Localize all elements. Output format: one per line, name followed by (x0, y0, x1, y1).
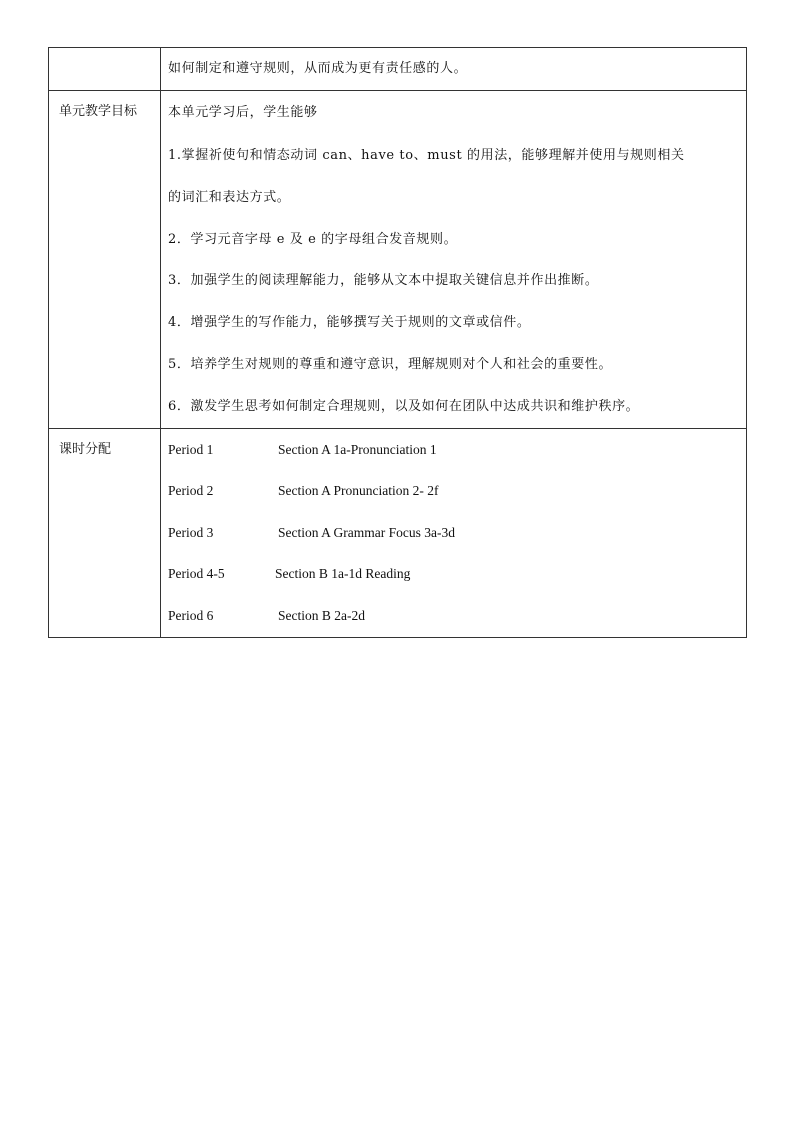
goal-line: 4．增强学生的写作能力，能够撰写关于规则的文章或信件。 (168, 315, 531, 331)
table-row-periods (49, 428, 747, 637)
row-label-empty (49, 48, 161, 91)
period-content: Section B 1a-1d Reading (275, 566, 411, 582)
period-item (168, 512, 738, 554)
lesson-plan-table (48, 47, 747, 638)
period-content: Section A Pronunciation 2- 2f (278, 483, 439, 499)
period-name: Period 3 (168, 524, 214, 540)
table-row-goals (49, 91, 747, 429)
period-item (168, 553, 738, 595)
goal-line: 本单元学习后，学生能够 (168, 105, 318, 120)
row-content-goals (161, 91, 747, 429)
row-label-periods: 课时分配 (49, 428, 161, 637)
goal-line: 6．激发学生思考如何制定合理规则，以及如何在团队中达成共识和维护秩序。 (168, 398, 640, 414)
table-row-intro (49, 48, 747, 91)
period-name: Period 1 (168, 441, 214, 457)
period-name: Period 4-5 (168, 566, 225, 582)
goal-line: 5．培养学生对规则的尊重和遵守意识，理解规则对个人和社会的重要性。 (168, 356, 613, 372)
row-content-periods (161, 428, 747, 637)
row-label-goals: 单元教学目标 (49, 91, 161, 429)
period-content: Section A Grammar Focus 3a-3d (278, 524, 455, 540)
goal-line: 的词汇和表达方式。 (168, 189, 291, 205)
period-item (168, 595, 738, 637)
row-content-intro (161, 48, 747, 91)
period-name: Period 2 (168, 483, 214, 499)
goal-line: 2．学习元音字母 e 及 e 的字母组合发音规则。 (168, 231, 458, 247)
period-item (168, 429, 738, 471)
goal-line: 1.掌握祈使句和情态动词 can、have to、must 的用法，能够理解并使用与规则相关 (168, 148, 685, 163)
period-content: Section A 1a-Pronunciation 1 (278, 441, 437, 457)
intro-text: 如何制定和遵守规则，从而成为更有责任感的人。 (168, 61, 468, 76)
period-item (168, 470, 738, 512)
period-name: Period 6 (168, 607, 214, 623)
period-content: Section B 2a-2d (278, 607, 365, 623)
goal-line: 3．加强学生的阅读理解能力，能够从文本中提取关键信息并作出推断。 (168, 273, 599, 289)
